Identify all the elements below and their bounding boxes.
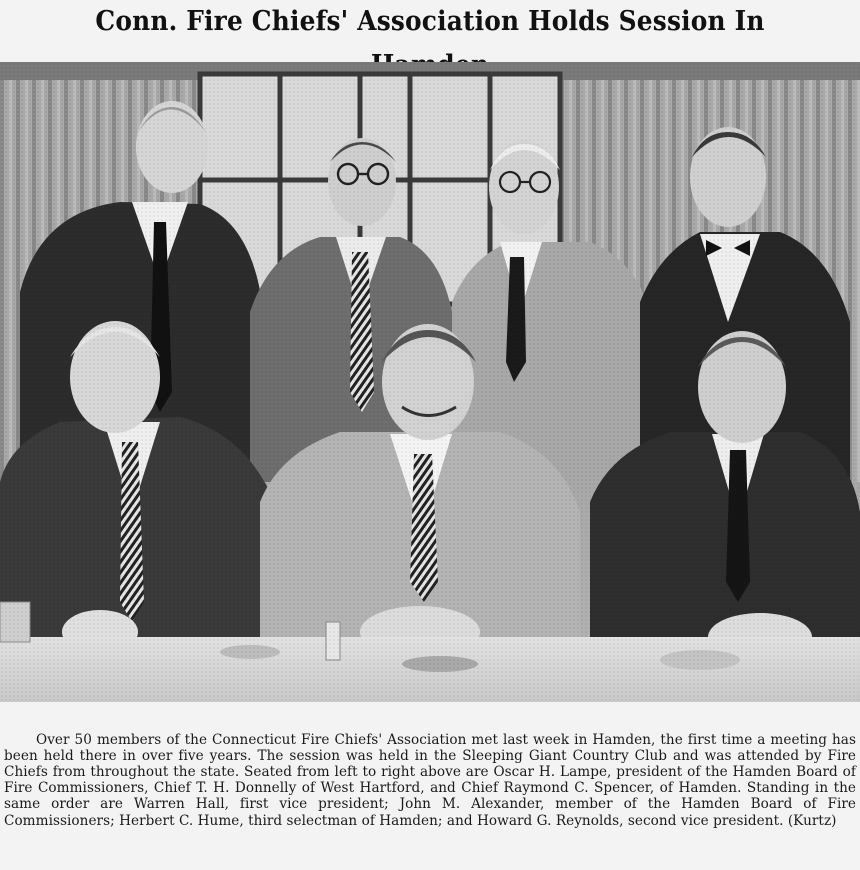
- photo-caption: Over 50 members of the Connecticut Fire Chiefs' Association met last week in Hamden, the first time a meeting has been held there in over five years. The session was held in the Sleeping Giant Country Club and was attended by Fire Chiefs from throughout the state. Seated from left to right above are Oscar H. Lampe, president of the Hamden Board of Fire Commissioners, Chief T. H. Donnelly of West Hartford, and Chief Raymond C. Spencer, of Hamden. Standing in the same order are Warren Hall, first vice president; John M. Alexander, member of the Hamden Board of Fire Commissioners; Herbert C. Hume, third selectman of Hamden; and Howard G. Reynolds, second vice president. (Kurtz): [4, 731, 856, 829]
- group-photograph: [0, 62, 860, 702]
- photo-illustration: [0, 62, 860, 702]
- headline: Conn. Fire Chiefs' Association Holds Session In: [95, 6, 765, 37]
- halftone-texture: [0, 62, 860, 702]
